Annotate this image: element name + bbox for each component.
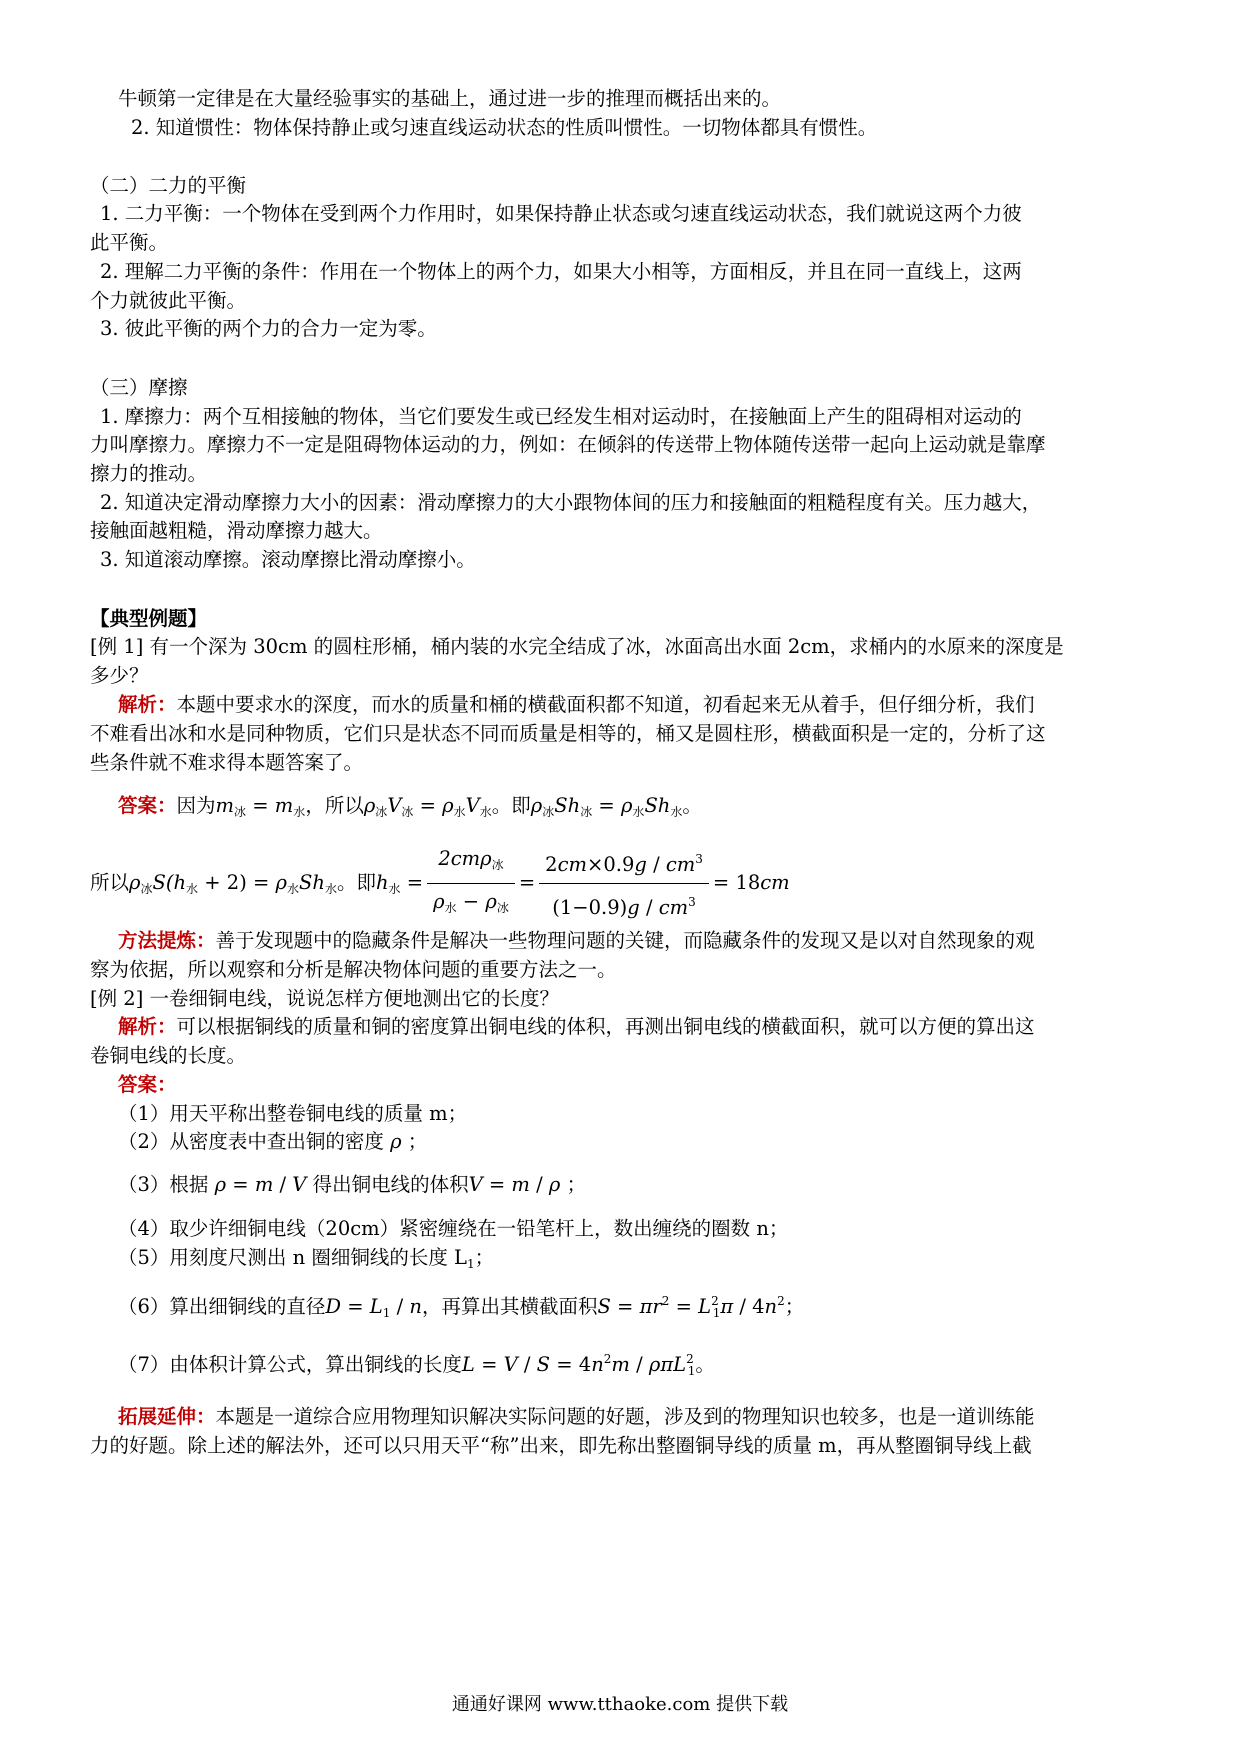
extension-a: 拓展延伸：本题是一道综合应用物理知识解决实际问题的好题，涉及到的物理知识也较多，也是一道训练能 <box>118 1405 1035 1428</box>
paragraph-friction-1b: 力叫摩擦力。摩擦力不一定是阻碍物体运动的力，例如：在倾斜的传送带上物体随传送带一起向上运动就是靠摩 <box>90 433 1046 456</box>
equation-mass-equal: $m_冰 = m_水$ <box>215 794 306 819</box>
method-label: 方法提炼： <box>118 929 216 952</box>
example-1-analysis-b: 不难看出冰和水是同种物质，它们只是状态不同而质量是相等的，桶又是圆柱形，横截面积是一定的，分析了这 <box>90 722 1046 745</box>
equation-density-volume: $\rho_冰V_冰 = \rho_水V_水$ <box>363 794 492 819</box>
paragraph-friction-2a: 2. 知道决定滑动摩擦力大小的因素：滑动摩擦力的大小跟物体间的压力和接触面的粗糙程度有关。压力越大， <box>100 491 1042 514</box>
example-2-analysis-b: 卷铜电线的长度。 <box>90 1044 247 1067</box>
step-4: （4）取少许细铜电线（20cm）紧密缠绕在一铅笔杆上，数出缠绕的圈数 n； <box>118 1217 789 1240</box>
paragraph-inertia: 2. 知道惯性：物体保持静止或匀速直线运动状态的性质叫惯性。一切物体都具有惯性。 <box>131 116 878 139</box>
step-6: （6）算出细铜线的直径$D = L_1 / n$，再算出其横截面积$S = \pi r^2 = L^2_1\pi / 4n^2$； <box>118 1294 805 1320</box>
example-1-question-a: [例 1] 有一个深为 30cm 的圆柱形桶，桶内装的水完全结成了冰，冰面高出水面 2cm，求桶内的水原来的深度是 <box>90 635 1064 658</box>
example-1-answer-line-1: 答案：因为$m_冰 = m_水$，所以$\rho_冰V_冰 = \rho_水V_水$。即$\rho_冰Sh_冰 = \rho_水Sh_水$。 <box>118 794 702 819</box>
example-2-question: [例 2] 一卷细铜电线，说说怎样方便地测出它的长度？ <box>90 987 560 1010</box>
method-summary-b: 察为依据，所以观察和分析是解决物体问题的重要方法之一。 <box>90 958 617 981</box>
example-1-analysis-c: 些条件就不难求得本题答案了。 <box>90 751 364 774</box>
section-heading-examples: 【典型例题】 <box>90 607 208 630</box>
step-7: （7）由体积计算公式，算出铜线的长度$L = V / S = 4n^2m / \rho\pi L^2_1$。 <box>118 1352 715 1378</box>
paragraph-balance-2b: 个力就彼此平衡。 <box>90 289 247 312</box>
analysis-label: 解析： <box>118 693 177 716</box>
step-2: （2）从密度表中查出铜的密度 ρ ； <box>118 1130 428 1153</box>
extension-b: 力的好题。除上述的解法外，还可以只用天平“称”出来，即先称出整圈铜导线的质量 m，再从整圈铜导线上截 <box>90 1434 1032 1457</box>
paragraph-balance-1b: 此平衡。 <box>90 231 169 254</box>
answer-label: 答案： <box>118 794 177 817</box>
page-footer: 通通好课网 www.tthaoke.com 提供下载 <box>451 1694 789 1715</box>
section-heading-friction: （三）摩擦 <box>90 376 188 399</box>
paragraph-newton-first-law: 牛顿第一定律是在大量经验事实的基础上，通过进一步的推理而概括出来的。 <box>118 87 782 110</box>
example-1-question-b: 多少？ <box>90 664 149 687</box>
paragraph-friction-1c: 擦力的推动。 <box>90 462 208 485</box>
answer-label-2: 答案： <box>118 1073 177 1096</box>
equation-density-area-height: $\rho_冰Sh_冰 = \rho_水Sh_水$ <box>530 794 683 819</box>
paragraph-friction-1a: 1. 摩擦力：两个互相接触的物体，当它们要发生或已经发生相对运动时，在接触面上产生的阻碍相对运动的 <box>100 405 1022 428</box>
example-1-analysis-a: 解析：本题中要求水的深度，而水的质量和桶的横截面积都不知道，初看起来无从着手，但仔细分析，我们 <box>118 693 1035 716</box>
paragraph-friction-2b: 接触面越粗糙，滑动摩擦力越大。 <box>90 519 383 542</box>
equation-result-fraction: $h_水$ = $\frac{2cm\rho_冰}{\rho_水 - \rho_冰}$ = $\frac{2cm\times 0.9g / cm^3}{(1-0.9)g / cm^3}$ = 18cm <box>376 871 790 894</box>
paragraph-friction-3: 3. 知道滚动摩擦。滚动摩擦比滑动摩擦小。 <box>100 548 476 571</box>
extension-label: 拓展延伸： <box>118 1405 216 1428</box>
paragraph-balance-1a: 1. 二力平衡：一个物体在受到两个力作用时，如果保持静止状态或匀速直线运动状态，我们就说这两个力彼 <box>100 202 1022 225</box>
analysis-label-2: 解析： <box>118 1015 177 1038</box>
step-3: （3）根据 ρ = m / V 得出铜电线的体积V = m / ρ ； <box>118 1173 587 1196</box>
step-1: （1）用天平称出整卷铜电线的质量 m； <box>118 1102 468 1125</box>
example-2-analysis-a: 解析：可以根据铜线的质量和铜的密度算出铜电线的体积，再测出铜电线的横截面积，就可以方便的算出这 <box>118 1015 1035 1038</box>
paragraph-balance-3: 3. 彼此平衡的两个力的合力一定为零。 <box>100 317 437 340</box>
step-5: （5）用刻度尺测出 n 圈细铜线的长度 $L_1$； <box>118 1246 495 1271</box>
section-heading-balance: （二）二力的平衡 <box>90 174 247 197</box>
example-1-answer-line-2: 所以$\rho_冰S(h_水 + 2) = \rho_水Sh_水$。即$h_水$ = $\frac{2cm\rho_冰}{\rho_水 - \rho_冰}$ = $\frac{2cm\times 0.9g / cm^3}{(1-0.9)g / cm^3}$ = 18cm <box>90 844 1152 914</box>
paragraph-balance-2a: 2. 理解二力平衡的条件：作用在一个物体上的两个力，如果大小相等，方面相反，并且在同一直线上，这两 <box>100 260 1022 283</box>
method-summary-a: 方法提炼：善于发现题中的隐藏条件是解决一些物理问题的关键，而隐藏条件的发现又是以对自然现象的观 <box>118 929 1035 952</box>
equation-height-relation: $\rho_冰S(h_水 + 2) = \rho_水Sh_水$ <box>129 871 337 896</box>
